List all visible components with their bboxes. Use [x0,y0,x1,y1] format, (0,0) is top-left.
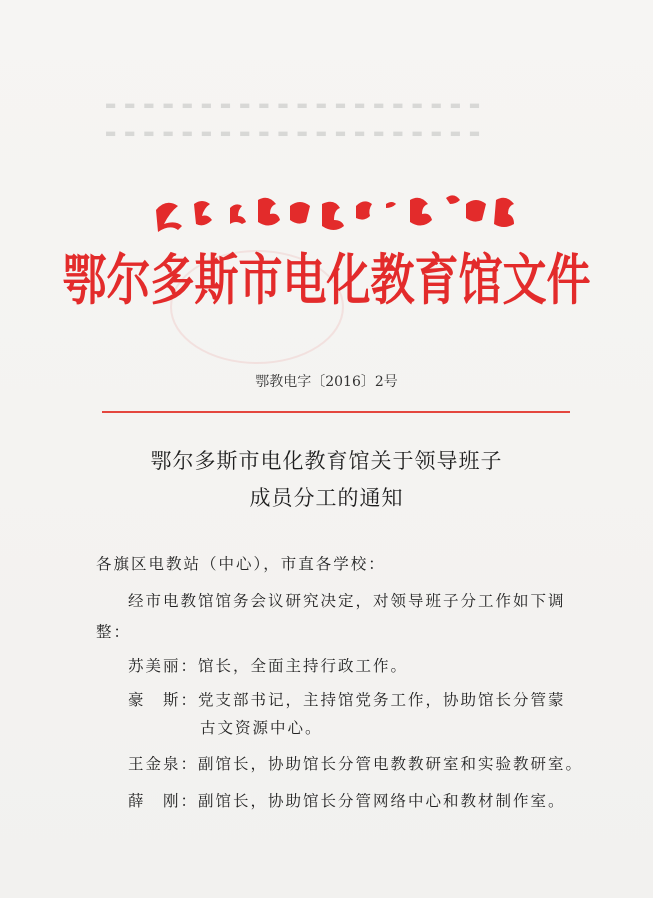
notice-title-line-2: 成员分工的通知 [249,486,404,510]
notice-title-line-1: 鄂尔多斯市电化教育馆关于领导班子 [150,449,503,473]
mongolian-script-logo [150,190,520,238]
assignment-duty: 馆长，全面主持行政工作。 [198,657,409,675]
intro-paragraph-line-1: 经市电教馆馆务会议研究决定，对领导班子分工作如下调 [128,592,566,610]
assignment-name: 苏美丽： [128,657,199,675]
assignment-duty: 副馆长，协助馆长分管电教教研室和实验教研室。 [198,755,584,773]
bleed-through-text: ▬ ▬ ▬ ▬ ▬ ▬ ▬ ▬ ▬ ▬ ▬ ▬ ▬ ▬ ▬ ▬ ▬ ▬ ▬ ▬ [105,126,483,140]
assignment-name: 王金泉： [128,755,199,773]
assignment-duty: 副馆长，协助馆长分管网络中心和教材制作室。 [198,792,566,810]
addressee-line: 各旗区电教站（中心），市直各学校： [96,555,386,573]
assignment-item [128,654,408,676]
document-number: 鄂教电字〔2016〕2号 [255,374,398,390]
red-divider-rule [102,411,570,413]
assignment-duty: 党支部书记，主持馆党务工作，协助馆长分管蒙 [198,691,566,709]
intro-paragraph-line-2: 整： [96,623,132,641]
organization-header-title: 鄂尔多斯市电化教育馆文件 [62,248,591,313]
assignment-name: 薛 刚： [128,792,199,810]
assignment-item [128,789,566,811]
bleed-through-text: ▬ ▬ ▬ ▬ ▬ ▬ ▬ ▬ ▬ ▬ ▬ ▬ ▬ ▬ ▬ ▬ ▬ ▬ ▬ ▬ [105,98,483,112]
assignment-name: 豪 斯： [128,691,199,709]
assignment-duty-continuation: 古文资源中心。 [200,719,323,737]
assignment-item [128,688,566,710]
assignment-item [128,752,583,774]
